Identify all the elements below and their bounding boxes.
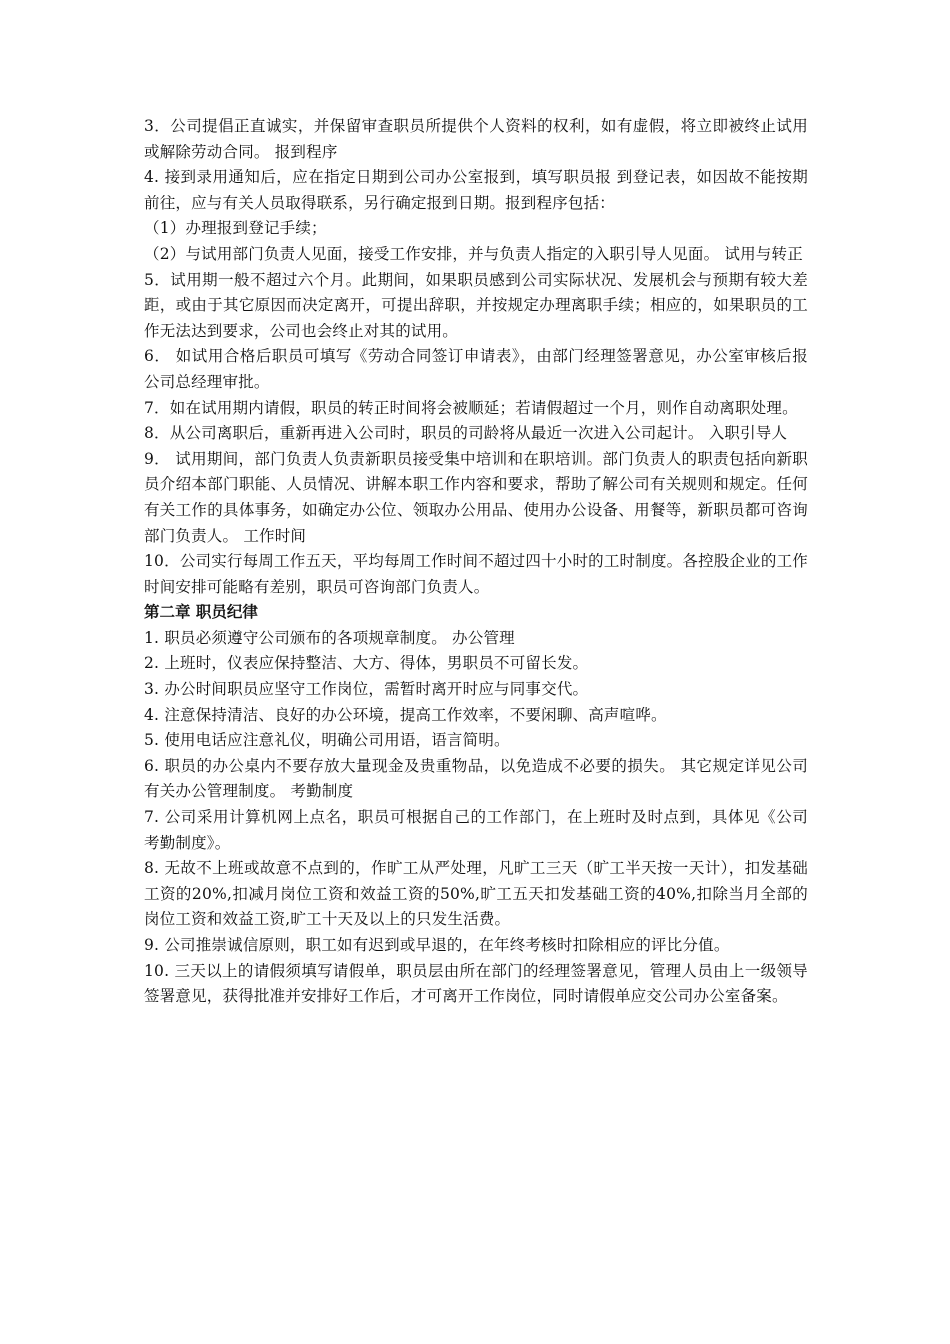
discipline-item-9: 9. 公司推崇诚信原则，职工如有迟到或早退的，在年终考核时扣除相应的评比分值。: [144, 936, 730, 954]
discipline-item-8: 8. 无故不上班或故意不点到的，作旷工从严处理，凡旷工三天（旷工半天按一天计），扣发基础工资的20%,扣减月岗位工资和效益工资的50%,旷工五天扣发基础工资的40%,扣除当月全部的岗位工资和效益工资,旷工十天及以上的只发生活费。: [144, 859, 808, 929]
discipline-item-6: 6. 职员的办公桌内不要存放大量现金及贵重物品，以免造成不必要的损失。 其它规定详见公司有关办公管理制度。 考勤制度: [144, 756, 808, 801]
paragraph-4: 4. 接到录用通知后，应在指定日期到公司办公室报到，填写职员报 到登记表，如因故不能按期前往，应与有关人员取得联系，另行确定报到日期。报到程序包括：: [144, 168, 808, 212]
paragraph-10: 10．公司实行每周工作五天，平均每周工作时间不超过四十小时的工时制度。各控股企业的工作时间安排可能略有差别，职员可咨询部门负责人。: [144, 552, 808, 596]
document-body: [144, 114, 808, 1010]
discipline-item-1: 1. 职员必须遵守公司颁布的各项规章制度。 办公管理: [144, 628, 515, 647]
discipline-item-7: 7. 公司采用计算机网上点名，职员可根据自己的工作部门，在上班时及时点到，具体见《公司考勤制度》。: [144, 808, 808, 852]
paragraph-4-item-2: （2）与试用部门负责人见面，接受工作安排，并与负责人指定的入职引导人见面。 试用与转正: [144, 244, 803, 263]
paragraph-7: 7．如在试用期内请假，职员的转正时间将会被顺延；若请假超过一个月，则作自动离职处理。: [144, 398, 798, 417]
discipline-item-4: 4. 注意保持清洁、良好的办公环境，提高工作效率，不要闲聊、高声喧哗。: [144, 705, 667, 724]
paragraph-4-item-1: （1）办理报到登记手续；: [144, 219, 327, 238]
paragraph-9: 9． 试用期间，部门负责人负责新职员接受集中培训和在职培训。部门负责人的职责包括向新职员介绍本部门职能、人员情况、讲解本职工作内容和要求，帮助了解公司有关规则和规定。任何有关工作的具体事务，如确定办公位、领取办公用品、使用办公设备、用餐等，新职员都可咨询部门负责人。 工作时间: [144, 449, 808, 545]
paragraph-3: 3．公司提倡正直诚实，并保留审查职员所提供个人资料的权利，如有虚假，将立即被终止试用或解除劳动合同。 报到程序: [144, 117, 808, 161]
paragraph-6: 6． 如试用合格后职员可填写《劳动合同签订申请表》，由部门经理签署意见，办公室审核后报公司总经理审批。: [144, 347, 808, 391]
discipline-item-2: 2. 上班时，仪表应保持整洁、大方、得体，男职员不可留长发。: [144, 654, 589, 673]
discipline-item-10: 10. 三天以上的请假须填写请假单，职员层由所在部门的经理签署意见，管理人员由上一级领导签署意见，获得批准并安排好工作后，才可离开工作岗位，同时请假单应交公司办公室备案。: [144, 961, 808, 1006]
paragraph-8: 8．从公司离职后，重新再进入公司时，职员的司龄将从最近一次进入公司起计。 入职引导人: [144, 424, 788, 443]
chapter-heading: 第二章 职员纪律: [144, 603, 258, 622]
discipline-item-5: 5. 使用电话应注意礼仪，明确公司用语，语言简明。: [144, 731, 510, 750]
paragraph-5: 5．试用期一般不超过六个月。此期间，如果职员感到公司实际状况、发展机会与预期有较大差距，或由于其它原因而决定离开，可提出辞职，并按规定办理离职手续；相应的，如果职员的工作无法达到要求，公司也会终止对其的试用。: [144, 270, 808, 340]
discipline-item-3: 3. 办公时间职员应坚守工作岗位，需暂时离开时应与同事交代。: [144, 680, 589, 699]
